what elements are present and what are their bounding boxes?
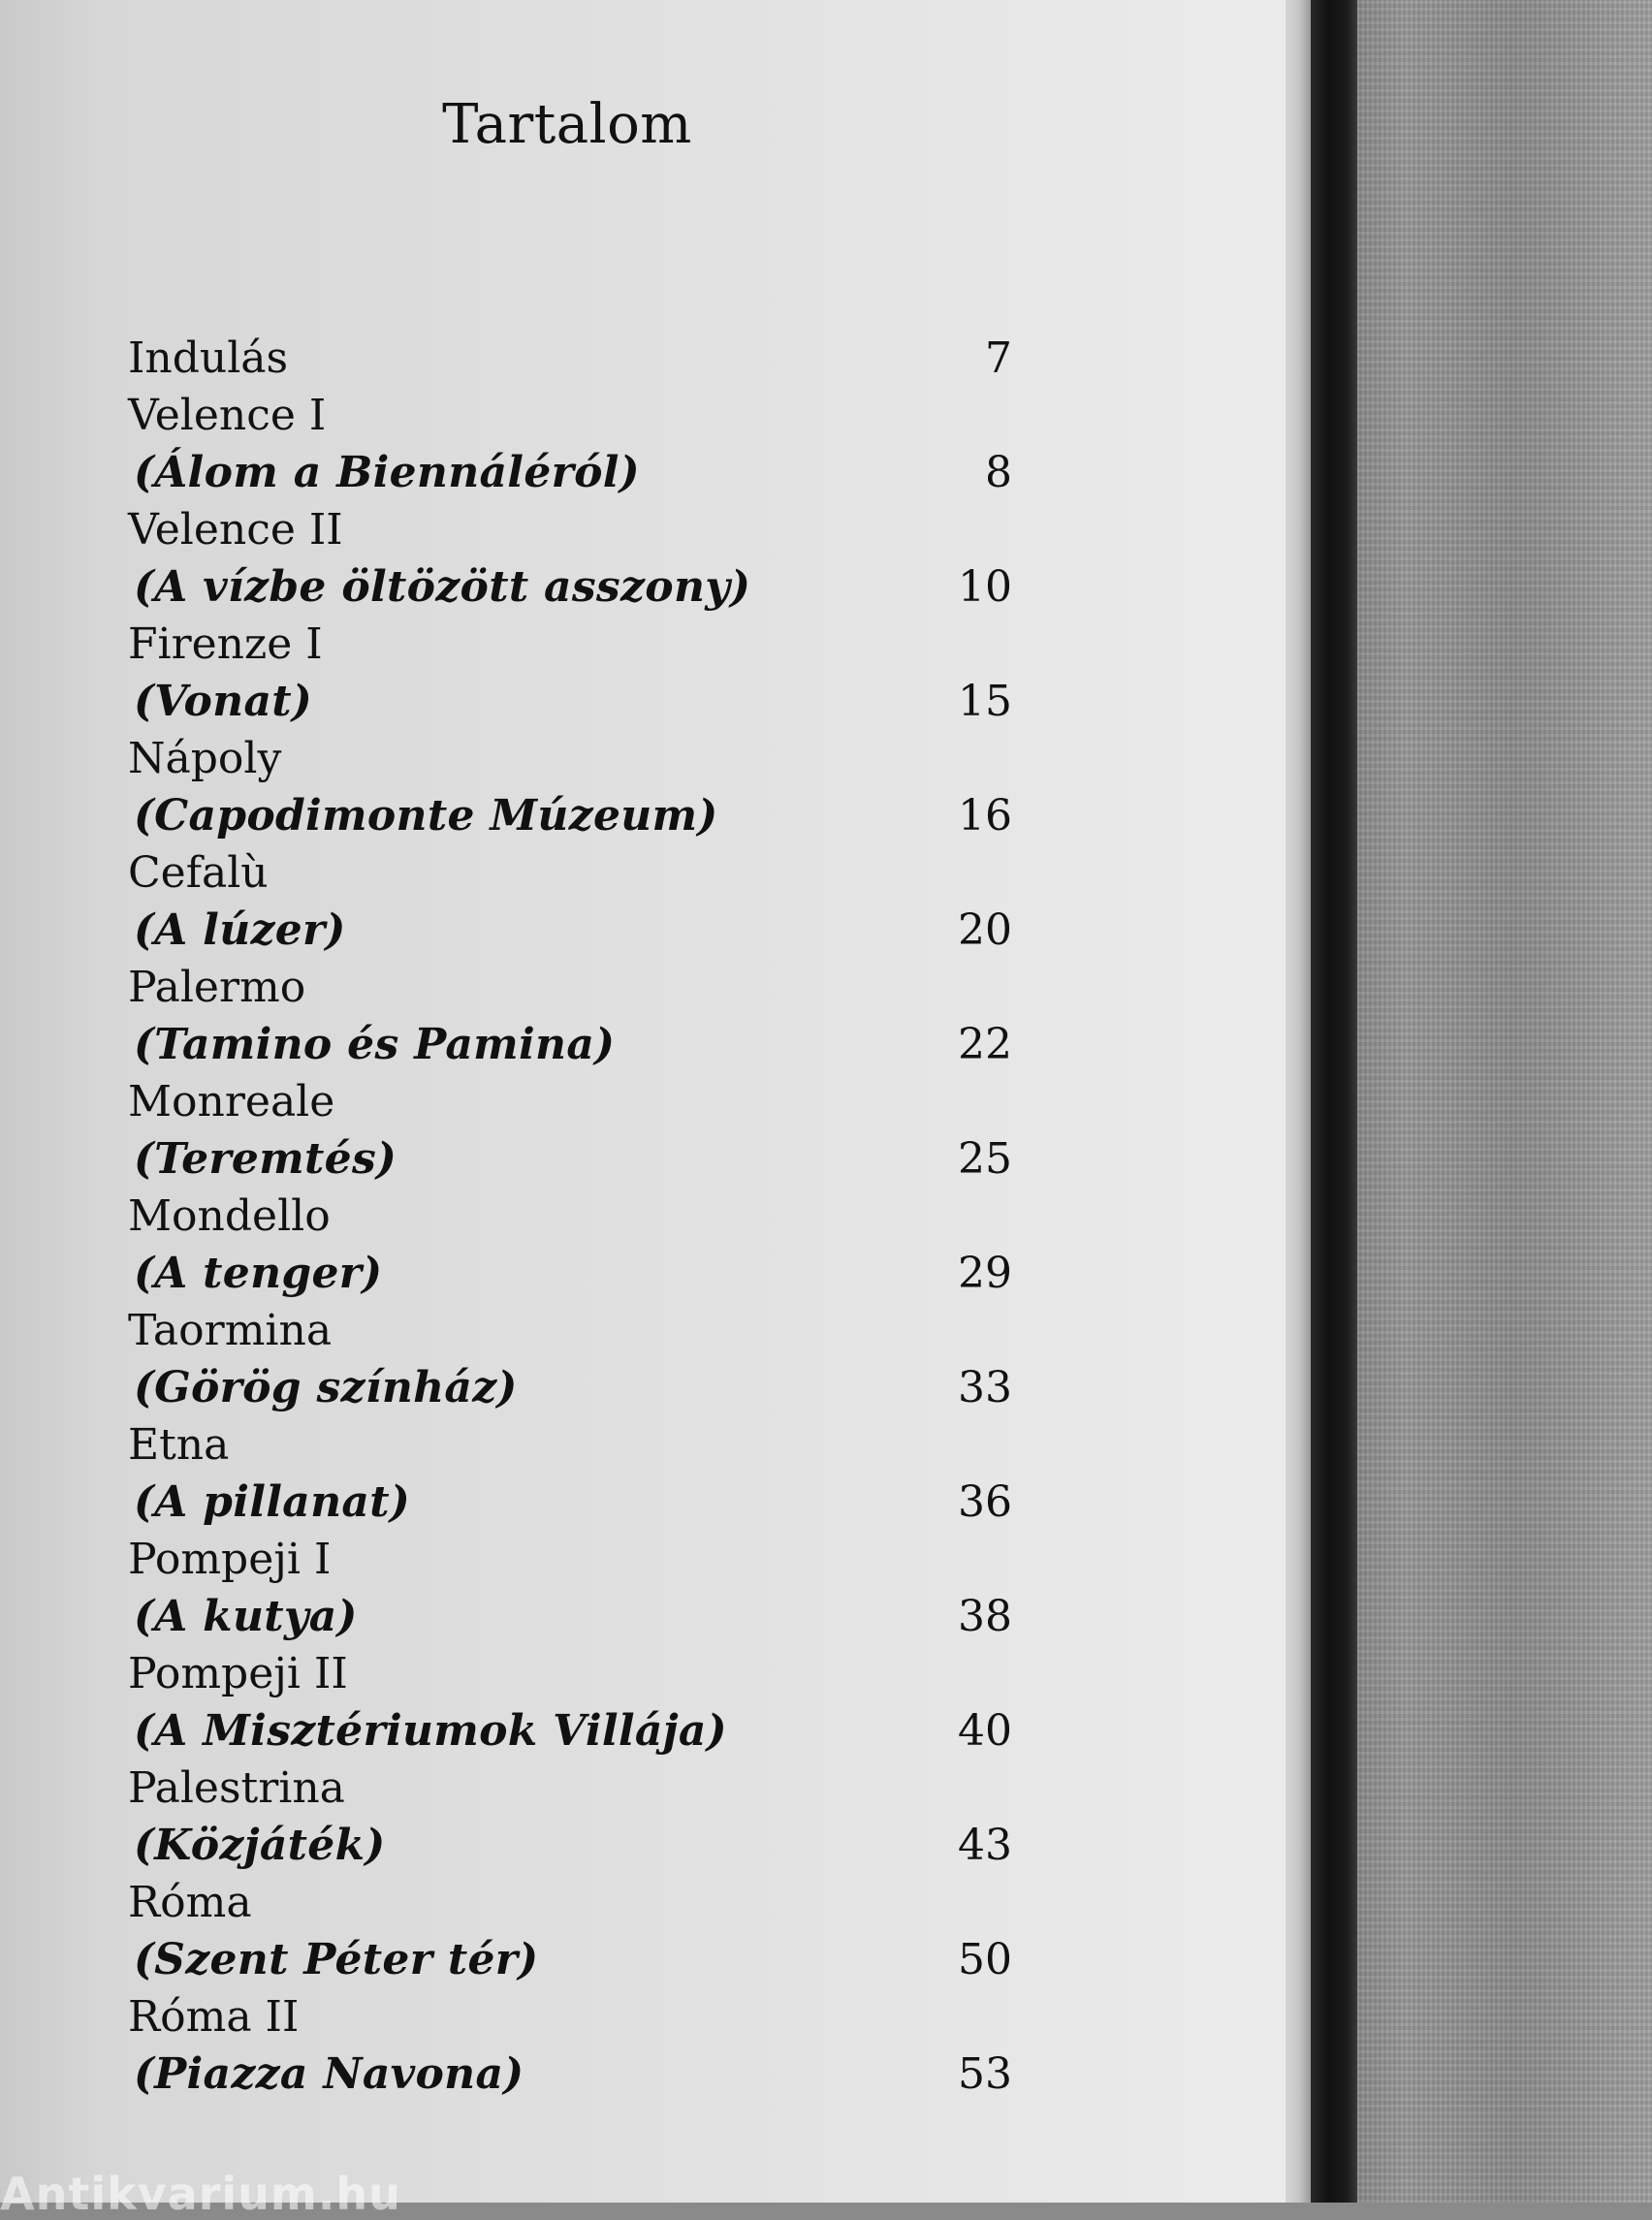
toc-subtitle-row <box>128 1588 1012 1645</box>
toc-subtitle-row <box>128 1359 1012 1416</box>
toc-subtitle: (Piazza Navona) <box>134 2049 524 2099</box>
toc-place: Velence II <box>128 505 343 555</box>
toc-page-number: 29 <box>958 1249 1012 1298</box>
toc-entry <box>128 1073 1012 1130</box>
toc-page-number: 7 <box>985 333 1012 383</box>
toc-subtitle-row <box>128 1931 1012 1988</box>
toc-page-number: 40 <box>958 1706 1012 1756</box>
table-of-contents <box>128 330 1012 2103</box>
toc-place: Mondello <box>128 1191 331 1241</box>
toc-subtitle-row <box>128 1702 1012 1760</box>
toc-place: Palermo <box>128 963 306 1012</box>
toc-subtitle: (Görög színház) <box>134 1363 518 1412</box>
toc-page-number: 20 <box>958 905 1012 955</box>
toc-place: Firenze I <box>128 619 323 669</box>
toc-subtitle: (A vízbe öltözött asszony) <box>134 562 751 612</box>
toc-entry <box>128 959 1012 1016</box>
toc-page-number: 8 <box>985 448 1012 497</box>
toc-place: Indulás <box>128 333 289 383</box>
toc-subtitle: (Tamino és Pamina) <box>134 1020 616 1069</box>
toc-entry <box>128 1531 1012 1588</box>
toc-subtitle: (Álom a Biennáléról) <box>134 448 640 497</box>
toc-page-number: 15 <box>958 677 1012 726</box>
toc-place: Nápoly <box>128 734 282 783</box>
toc-entry <box>128 1874 1012 1931</box>
toc-subtitle-row <box>128 673 1012 730</box>
toc-place: Monreale <box>128 1077 335 1126</box>
toc-subtitle-row <box>128 444 1012 501</box>
toc-place: Róma II <box>128 1992 300 2042</box>
page-title: Tartalom <box>442 93 692 156</box>
toc-page-number: 25 <box>958 1134 1012 1184</box>
toc-entry <box>128 1760 1012 1817</box>
book-cover-edge <box>1309 0 1357 2203</box>
toc-subtitle-row <box>128 558 1012 616</box>
toc-subtitle-row <box>128 1245 1012 1302</box>
toc-subtitle: (Teremtés) <box>134 1134 397 1184</box>
toc-subtitle: (A tenger) <box>134 1249 383 1298</box>
toc-place: Cefalù <box>128 848 269 898</box>
toc-page-number: 10 <box>958 562 1012 612</box>
toc-place: Taormina <box>128 1306 333 1355</box>
watermark: Antikvarium.hu <box>0 2168 401 2220</box>
toc-entry <box>128 616 1012 673</box>
toc-page-number: 36 <box>958 1477 1012 1527</box>
toc-page-number: 43 <box>958 1821 1012 1870</box>
toc-place: Palestrina <box>128 1763 345 1813</box>
toc-subtitle-row <box>128 1474 1012 1531</box>
toc-entry <box>128 730 1012 787</box>
toc-subtitle-row <box>128 1130 1012 1188</box>
toc-entry <box>128 330 1012 387</box>
toc-subtitle: (A kutya) <box>134 1592 358 1641</box>
toc-page-number: 16 <box>958 791 1012 840</box>
toc-subtitle-row <box>128 1016 1012 1073</box>
toc-entry <box>128 1416 1012 1474</box>
toc-subtitle: (Capodimonte Múzeum) <box>134 791 718 840</box>
toc-subtitle: (Szent Péter tér) <box>134 1935 539 1984</box>
toc-entry <box>128 1188 1012 1245</box>
toc-subtitle: (A pillanat) <box>134 1477 410 1527</box>
toc-page-number: 50 <box>958 1935 1012 1984</box>
toc-entry <box>128 1645 1012 1702</box>
toc-place: Pompeji II <box>128 1649 348 1698</box>
toc-subtitle-row <box>128 787 1012 844</box>
toc-subtitle-row <box>128 1817 1012 1874</box>
toc-subtitle: (A lúzer) <box>134 905 346 955</box>
page-block-edge <box>1282 0 1311 2203</box>
toc-entry <box>128 387 1012 444</box>
toc-entry <box>128 501 1012 558</box>
toc-page-number: 22 <box>958 1020 1012 1069</box>
toc-place: Róma <box>128 1878 252 1927</box>
toc-page-number: 38 <box>958 1592 1012 1641</box>
toc-place: Pompeji I <box>128 1535 332 1584</box>
toc-entry <box>128 844 1012 902</box>
toc-place: Velence I <box>128 391 327 440</box>
toc-subtitle: (Közjáték) <box>134 1821 386 1870</box>
toc-entry <box>128 1302 1012 1359</box>
toc-subtitle: (Vonat) <box>134 677 313 726</box>
toc-subtitle-row <box>128 2046 1012 2103</box>
toc-page-number: 33 <box>958 1363 1012 1412</box>
toc-entry <box>128 1988 1012 2046</box>
toc-place: Etna <box>128 1420 230 1470</box>
toc-subtitle: (A Misztériumok Villája) <box>134 1706 727 1756</box>
toc-page-number: 53 <box>958 2049 1012 2099</box>
toc-subtitle-row <box>128 902 1012 959</box>
